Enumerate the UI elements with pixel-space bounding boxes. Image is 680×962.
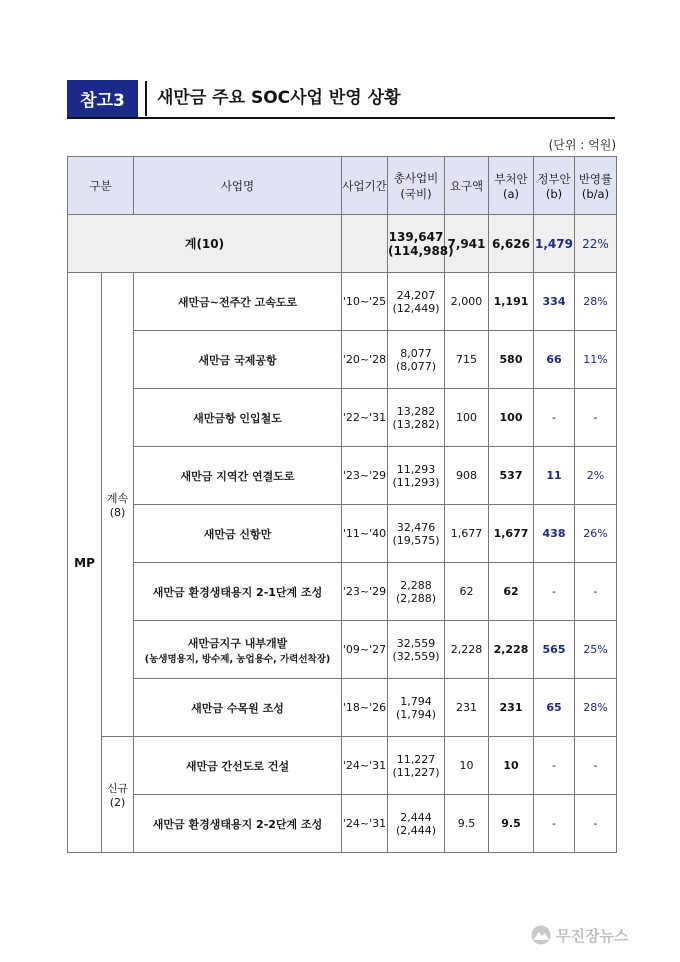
project-name: 새만금지구 내부개발 (농생명용지, 방수제, 농업용수, 가력선착장) bbox=[134, 621, 342, 679]
project-name: 새만금 신항만 bbox=[134, 505, 342, 563]
project-gov: 65 bbox=[534, 679, 575, 737]
project-request: 62 bbox=[445, 563, 489, 621]
project-ministry: 2,228 bbox=[489, 621, 534, 679]
header-ministry: 부처안 (a) bbox=[489, 157, 534, 215]
project-ministry: 1,677 bbox=[489, 505, 534, 563]
table-header-row bbox=[68, 157, 617, 215]
header-gov: 정부안 (b) bbox=[534, 157, 575, 215]
project-request: 9.5 bbox=[445, 795, 489, 853]
project-cost: 32,476 (19,575) bbox=[388, 505, 445, 563]
project-gov: - bbox=[534, 563, 575, 621]
project-request: 10 bbox=[445, 737, 489, 795]
project-gov: - bbox=[534, 795, 575, 853]
table-row bbox=[68, 447, 617, 505]
project-period: '24~'31 bbox=[342, 737, 388, 795]
soc-table bbox=[67, 156, 617, 853]
project-name: 새만금 환경생태용지 2-1단계 조성 bbox=[134, 563, 342, 621]
project-cost: 1,794 (1,794) bbox=[388, 679, 445, 737]
project-gov: - bbox=[534, 389, 575, 447]
watermark-text: 무진장뉴스 bbox=[556, 926, 629, 945]
project-period: '11~'40 bbox=[342, 505, 388, 563]
table-row bbox=[68, 389, 617, 447]
table-row bbox=[68, 737, 617, 795]
project-cost: 32,559 (32,559) bbox=[388, 621, 445, 679]
project-request: 1,677 bbox=[445, 505, 489, 563]
project-ratio: 25% bbox=[575, 621, 617, 679]
project-period: '18~'26 bbox=[342, 679, 388, 737]
project-gov: - bbox=[534, 737, 575, 795]
total-gov: 1,479 bbox=[534, 215, 575, 273]
project-period: '20~'28 bbox=[342, 331, 388, 389]
header-category: 구분 bbox=[68, 157, 134, 215]
header-name: 사업명 bbox=[134, 157, 342, 215]
total-row bbox=[68, 215, 617, 273]
project-cost: 2,288 (2,288) bbox=[388, 563, 445, 621]
table-row bbox=[68, 679, 617, 737]
total-ministry: 6,626 bbox=[489, 215, 534, 273]
project-name: 새만금 국제공항 bbox=[134, 331, 342, 389]
table-row bbox=[68, 795, 617, 853]
watermark bbox=[530, 922, 670, 948]
reference-badge: 참고3 bbox=[67, 80, 138, 117]
project-name: 새만금 환경생태용지 2-2단계 조성 bbox=[134, 795, 342, 853]
project-name: 새만금 수목원 조성 bbox=[134, 679, 342, 737]
project-period: '23~'29 bbox=[342, 447, 388, 505]
project-name: 새만금 간선도로 건설 bbox=[134, 737, 342, 795]
project-ratio: 11% bbox=[575, 331, 617, 389]
project-period: '10~'25 bbox=[342, 273, 388, 331]
project-ministry: 537 bbox=[489, 447, 534, 505]
table-row bbox=[68, 505, 617, 563]
project-ratio: - bbox=[575, 389, 617, 447]
project-request: 100 bbox=[445, 389, 489, 447]
header-underline bbox=[67, 117, 615, 119]
project-cost: 24,207 (12,449) bbox=[388, 273, 445, 331]
project-ratio: 2% bbox=[575, 447, 617, 505]
project-name-sub: (농생명용지, 방수제, 농업용수, 가력선착장) bbox=[144, 653, 331, 665]
project-name: 새만금~전주간 고속도로 bbox=[134, 273, 342, 331]
project-gov: 334 bbox=[534, 273, 575, 331]
project-cost: 11,227 (11,227) bbox=[388, 737, 445, 795]
project-cost: 13,282 (13,282) bbox=[388, 389, 445, 447]
project-name: 새만금 지역간 연결도로 bbox=[134, 447, 342, 505]
project-ratio: 28% bbox=[575, 679, 617, 737]
group-label: MP bbox=[68, 273, 102, 853]
project-cost: 8,077 (8,077) bbox=[388, 331, 445, 389]
project-cost: 11,293 (11,293) bbox=[388, 447, 445, 505]
project-name: 새만금항 인입철도 bbox=[134, 389, 342, 447]
project-period: '23~'29 bbox=[342, 563, 388, 621]
project-request: 231 bbox=[445, 679, 489, 737]
project-cost: 2,444 (2,444) bbox=[388, 795, 445, 853]
total-period bbox=[342, 215, 388, 273]
project-period: '09~'27 bbox=[342, 621, 388, 679]
total-request: 7,941 bbox=[445, 215, 489, 273]
project-ministry: 100 bbox=[489, 389, 534, 447]
total-cost-cell: 139,647 (114,988) bbox=[388, 215, 445, 273]
project-ratio: - bbox=[575, 795, 617, 853]
project-request: 2,000 bbox=[445, 273, 489, 331]
header-period: 사업기간 bbox=[342, 157, 388, 215]
unit-label: (단위 : 억원) bbox=[548, 138, 616, 152]
header-total-cost: 총사업비 (국비) bbox=[388, 157, 445, 215]
project-ratio: 26% bbox=[575, 505, 617, 563]
project-period: '22~'31 bbox=[342, 389, 388, 447]
table-row bbox=[68, 563, 617, 621]
table-row bbox=[68, 273, 617, 331]
project-ratio: - bbox=[575, 563, 617, 621]
project-request: 715 bbox=[445, 331, 489, 389]
project-ministry: 10 bbox=[489, 737, 534, 795]
project-ministry: 1,191 bbox=[489, 273, 534, 331]
total-ratio: 22% bbox=[575, 215, 617, 273]
project-ratio: - bbox=[575, 737, 617, 795]
mountain-logo-icon bbox=[530, 925, 552, 945]
project-gov: 565 bbox=[534, 621, 575, 679]
total-label: 계(10) bbox=[68, 215, 342, 273]
header-request: 요구액 bbox=[445, 157, 489, 215]
project-request: 2,228 bbox=[445, 621, 489, 679]
table-row bbox=[68, 331, 617, 389]
title-divider bbox=[145, 81, 147, 116]
project-request: 908 bbox=[445, 447, 489, 505]
section-header bbox=[67, 80, 615, 118]
table-row bbox=[68, 621, 617, 679]
project-ministry: 62 bbox=[489, 563, 534, 621]
project-gov: 11 bbox=[534, 447, 575, 505]
project-ministry: 580 bbox=[489, 331, 534, 389]
header-ratio: 반영률 (b/a) bbox=[575, 157, 617, 215]
subgroup-new: 신규 (2) bbox=[102, 737, 134, 853]
project-period: '24~'31 bbox=[342, 795, 388, 853]
subgroup-continuing: 계속 (8) bbox=[102, 273, 134, 737]
project-gov: 66 bbox=[534, 331, 575, 389]
page-title: 새만금 주요 SOC사업 반영 상황 bbox=[157, 88, 401, 108]
project-ministry: 231 bbox=[489, 679, 534, 737]
project-gov: 438 bbox=[534, 505, 575, 563]
project-ratio: 28% bbox=[575, 273, 617, 331]
project-ministry: 9.5 bbox=[489, 795, 534, 853]
